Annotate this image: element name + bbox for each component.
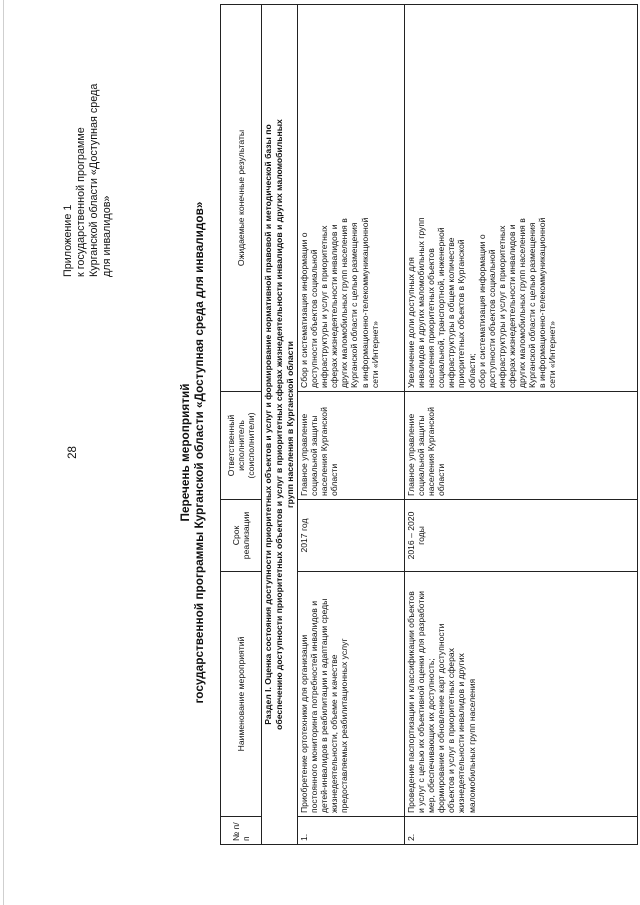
title-line-2: государственной программы Курганской области «Доступная среда для инвалидов» <box>192 201 206 704</box>
title-line-1: Перечень мероприятий <box>178 383 192 522</box>
cell-line: в информационно-телекоммуникационной <box>537 217 548 388</box>
cell-line: маломобильных групп населения <box>466 678 477 813</box>
section-row <box>262 5 298 845</box>
measures-table <box>220 4 638 845</box>
table-row <box>298 5 405 845</box>
cell-line: сети «Интернет» <box>369 321 380 388</box>
row-results <box>405 5 638 392</box>
cell-line: других маломобильных групп населения в <box>517 218 528 388</box>
cell-line: Сбор и систематизация информации о <box>299 232 309 388</box>
appendix-note <box>62 7 114 277</box>
cell-line: формирование и обновление карт доступности <box>436 623 447 813</box>
section-line: групп населения в Курганской области <box>285 341 295 508</box>
appendix-line: Приложение 1 <box>62 204 74 277</box>
cell-line: Курганской области с целью размещения <box>349 222 360 388</box>
row-name <box>298 572 405 817</box>
cell-line: области <box>436 463 447 496</box>
row-period: 2017 год <box>298 500 405 572</box>
cell-line: Курганской области с целью размещения <box>527 222 538 388</box>
cell-line: других маломобильных групп населения в <box>339 218 350 388</box>
cell-line: постоянного мониторинга потребностей инвалидов и <box>309 600 320 813</box>
cell-line: сферах жизнедеятельности инвалидов и <box>329 224 340 388</box>
cell-line: жизнедеятельности, объеме и качестве <box>329 654 340 813</box>
cell-line: населения Курганской <box>426 407 437 496</box>
cell-line: инфраструктуры в общем количестве <box>446 237 457 388</box>
header-results: Ожидаемые конечные результаты <box>221 5 262 392</box>
cell-line: приоритетных объектов в Курганской <box>456 239 467 388</box>
row-num: 2. <box>405 817 638 845</box>
header-responsible: Ответственный исполнитель (соисполнители) <box>221 392 262 500</box>
row-name <box>405 572 638 817</box>
header-name: Наименование мероприятий <box>221 572 262 817</box>
table-row <box>405 5 638 845</box>
cell-line: инфраструктуры и услуг в приоритетных <box>319 225 330 388</box>
cell-line: населения приоритетных объектов <box>426 248 437 388</box>
cell-line: Главное управление <box>299 413 309 496</box>
cell-line: Увеличение доли доступных для <box>406 257 416 388</box>
scan-artifact-line <box>3 0 4 905</box>
cell-line: жизнедеятельности инвалидов и других <box>456 653 467 813</box>
cell-line: сферах жизнедеятельности инвалидов и <box>506 224 517 388</box>
row-results <box>298 5 405 392</box>
cell-line: социальной, транспортной, инженерной <box>436 227 447 388</box>
cell-line: социальной защиты <box>416 415 427 496</box>
cell-line: Главное управление <box>406 413 416 496</box>
page-number: 28 <box>67 446 79 459</box>
row-responsible <box>405 392 638 500</box>
appendix-line: Курганской области «Доступная среда <box>88 83 100 277</box>
appendix-line: для инвалидов» <box>101 195 113 277</box>
document-title <box>178 0 206 905</box>
cell-line: сбор и систематизация информации о <box>476 234 487 388</box>
row-period: 2016 – 2020 годы <box>405 500 638 572</box>
cell-line: населения Курганской <box>319 407 330 496</box>
cell-line: инвалидов и других маломобильных групп <box>416 217 427 388</box>
cell-line: Приобретение ортотехники для организации <box>299 634 309 813</box>
cell-line: объектов и услуг в приоритетных сферах <box>446 648 457 813</box>
cell-line: доступности объектов социальной <box>309 249 320 388</box>
cell-line: в информационно-телекоммуникационной <box>359 217 370 388</box>
section-heading <box>262 5 298 845</box>
row-responsible <box>298 392 405 500</box>
cell-line: инфраструктуры и услуг в приоритетных <box>496 225 507 388</box>
table-header-row <box>221 5 262 845</box>
cell-line: мер, обеспечивающих их доступность; <box>426 658 437 813</box>
cell-line: социальной защиты <box>309 415 320 496</box>
cell-line: детей-инвалидов в реабилитации и адаптации среды <box>319 598 330 813</box>
cell-line: предоставляемых реабилитационных услуг <box>339 638 350 813</box>
cell-line: области <box>329 463 340 496</box>
header-num: № п/п <box>221 817 262 845</box>
section-line: обеспечению доступности приоритетных объектов и услуг в приоритетных сферах жизнедеятельности инвалидов и других маломобильных <box>274 119 284 730</box>
cell-line: Проведение паспортизации и классификации объектов <box>406 591 416 813</box>
row-num: 1. <box>298 817 405 845</box>
appendix-line: к государственной программе <box>75 127 87 277</box>
cell-line: доступности объектов социальной <box>486 249 497 388</box>
cell-line: области; <box>466 353 477 388</box>
section-line: Раздел I. Оценка состояния доступности приоритетных объектов и услуг и формирование нормативной правовой и методической базы по <box>263 124 273 725</box>
cell-line: сети «Интернет» <box>547 321 558 388</box>
cell-line: и услуг с целью их объективной оценки для разработки <box>416 591 427 813</box>
header-period: Срок реализации <box>221 500 262 572</box>
